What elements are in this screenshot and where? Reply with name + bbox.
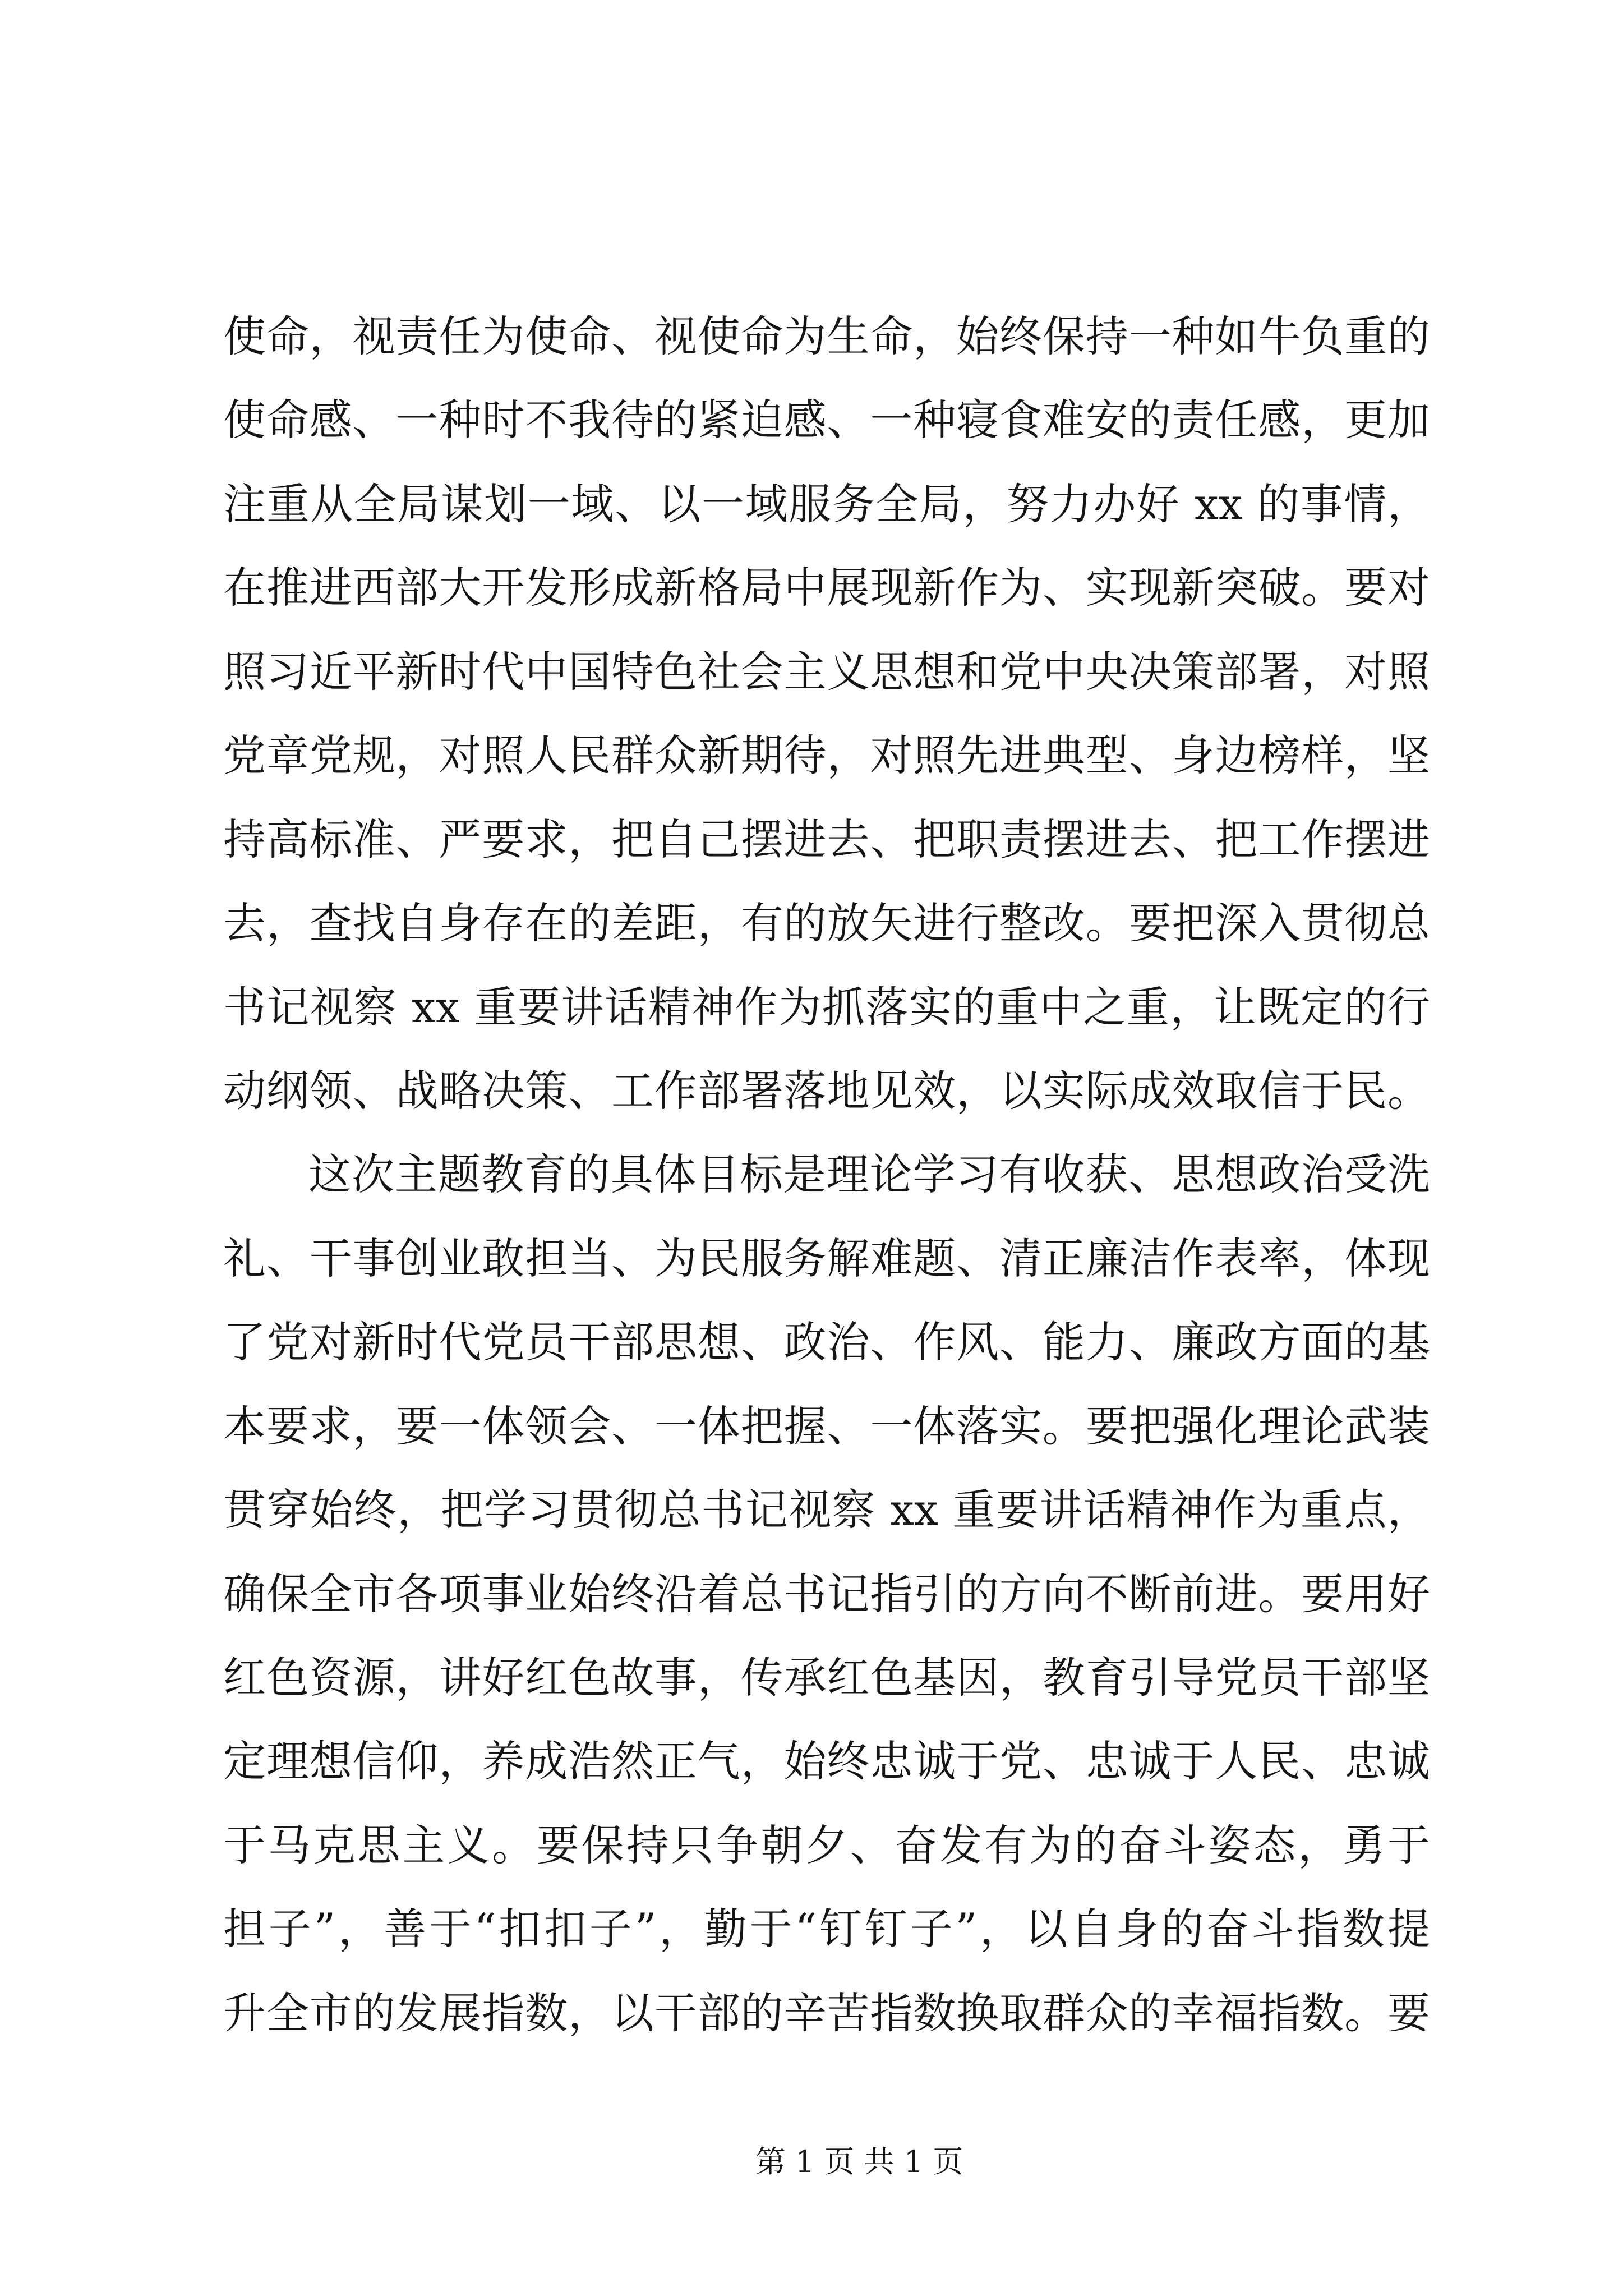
paragraph [223, 295, 1430, 1133]
text-line: 动纲领、战略决策、工作部署落地见效，以实际成效取信于民。 [223, 1065, 1430, 1116]
document-body [223, 295, 1430, 2055]
text-line: 了党对新时代党员干部思想、政治、作风、能力、廉政方面的基 [223, 1317, 1430, 1368]
paragraph [223, 1133, 1430, 2055]
text-line: 确保全市各项事业始终沿着总书记指引的方向不断前进。要用好 [223, 1568, 1430, 1619]
text-line: 定理想信仰，养成浩然正气，始终忠诚于党、忠诚于人民、忠诚 [223, 1736, 1430, 1787]
text-line: 贯穿始终，把学习贯彻总书记视察 xx 重要讲话精神作为重点， [223, 1485, 1430, 1535]
page-number-footer: 第 1 页 共 1 页 [755, 2144, 963, 2179]
text-line: 去，查找自身存在的差距，有的放矢进行整改。要把深入贯彻总 [223, 898, 1430, 949]
text-line: 担子”，善于“扣扣子”，勤于“钉钉子”，以自身的奋斗指数提 [223, 1904, 1430, 1954]
text-line: 照习近平新时代中国特色社会主义思想和党中央决策部署，对照 [223, 646, 1430, 697]
text-line: 礼、干事创业敢担当、为民服务解难题、清正廉洁作表率，体现 [223, 1233, 1430, 1283]
text-line: 注重从全局谋划一域、以一域服务全局，努力办好 xx 的事情， [223, 478, 1430, 529]
text-line: 红色资源，讲好红色故事，传承红色基因，教育引导党员干部坚 [223, 1653, 1430, 1703]
text-line: 党章党规，对照人民群众新期待，对照先进典型、身边榜样，坚 [223, 730, 1430, 781]
text-line: 这次主题教育的具体目标是理论学习有收获、思想政治受洗 [308, 1149, 1430, 1200]
text-line: 在推进西部大开发形成新格局中展现新作为、实现新突破。要对 [223, 563, 1430, 613]
text-line: 本要求，要一体领会、一体把握、一体落实。要把强化理论武装 [223, 1401, 1430, 1451]
text-line: 使命感、一种时不我待的紧迫感、一种寝食难安的责任感，更加 [223, 395, 1430, 445]
text-line: 书记视察 xx 重要讲话精神作为抓落实的重中之重，让既定的行 [223, 982, 1430, 1032]
text-line: 使命，视责任为使命、视使命为生命，始终保持一种如牛负重的 [223, 311, 1430, 361]
text-line: 持高标准、严要求，把自己摆进去、把职责摆进去、把工作摆进 [223, 814, 1430, 864]
text-line: 升全市的发展指数，以干部的辛苦指数换取群众的幸福指数。要 [223, 1987, 1430, 2038]
text-line: 于马克思主义。要保持只争朝夕、奋发有为的奋斗姿态，勇于 [223, 1820, 1430, 1870]
